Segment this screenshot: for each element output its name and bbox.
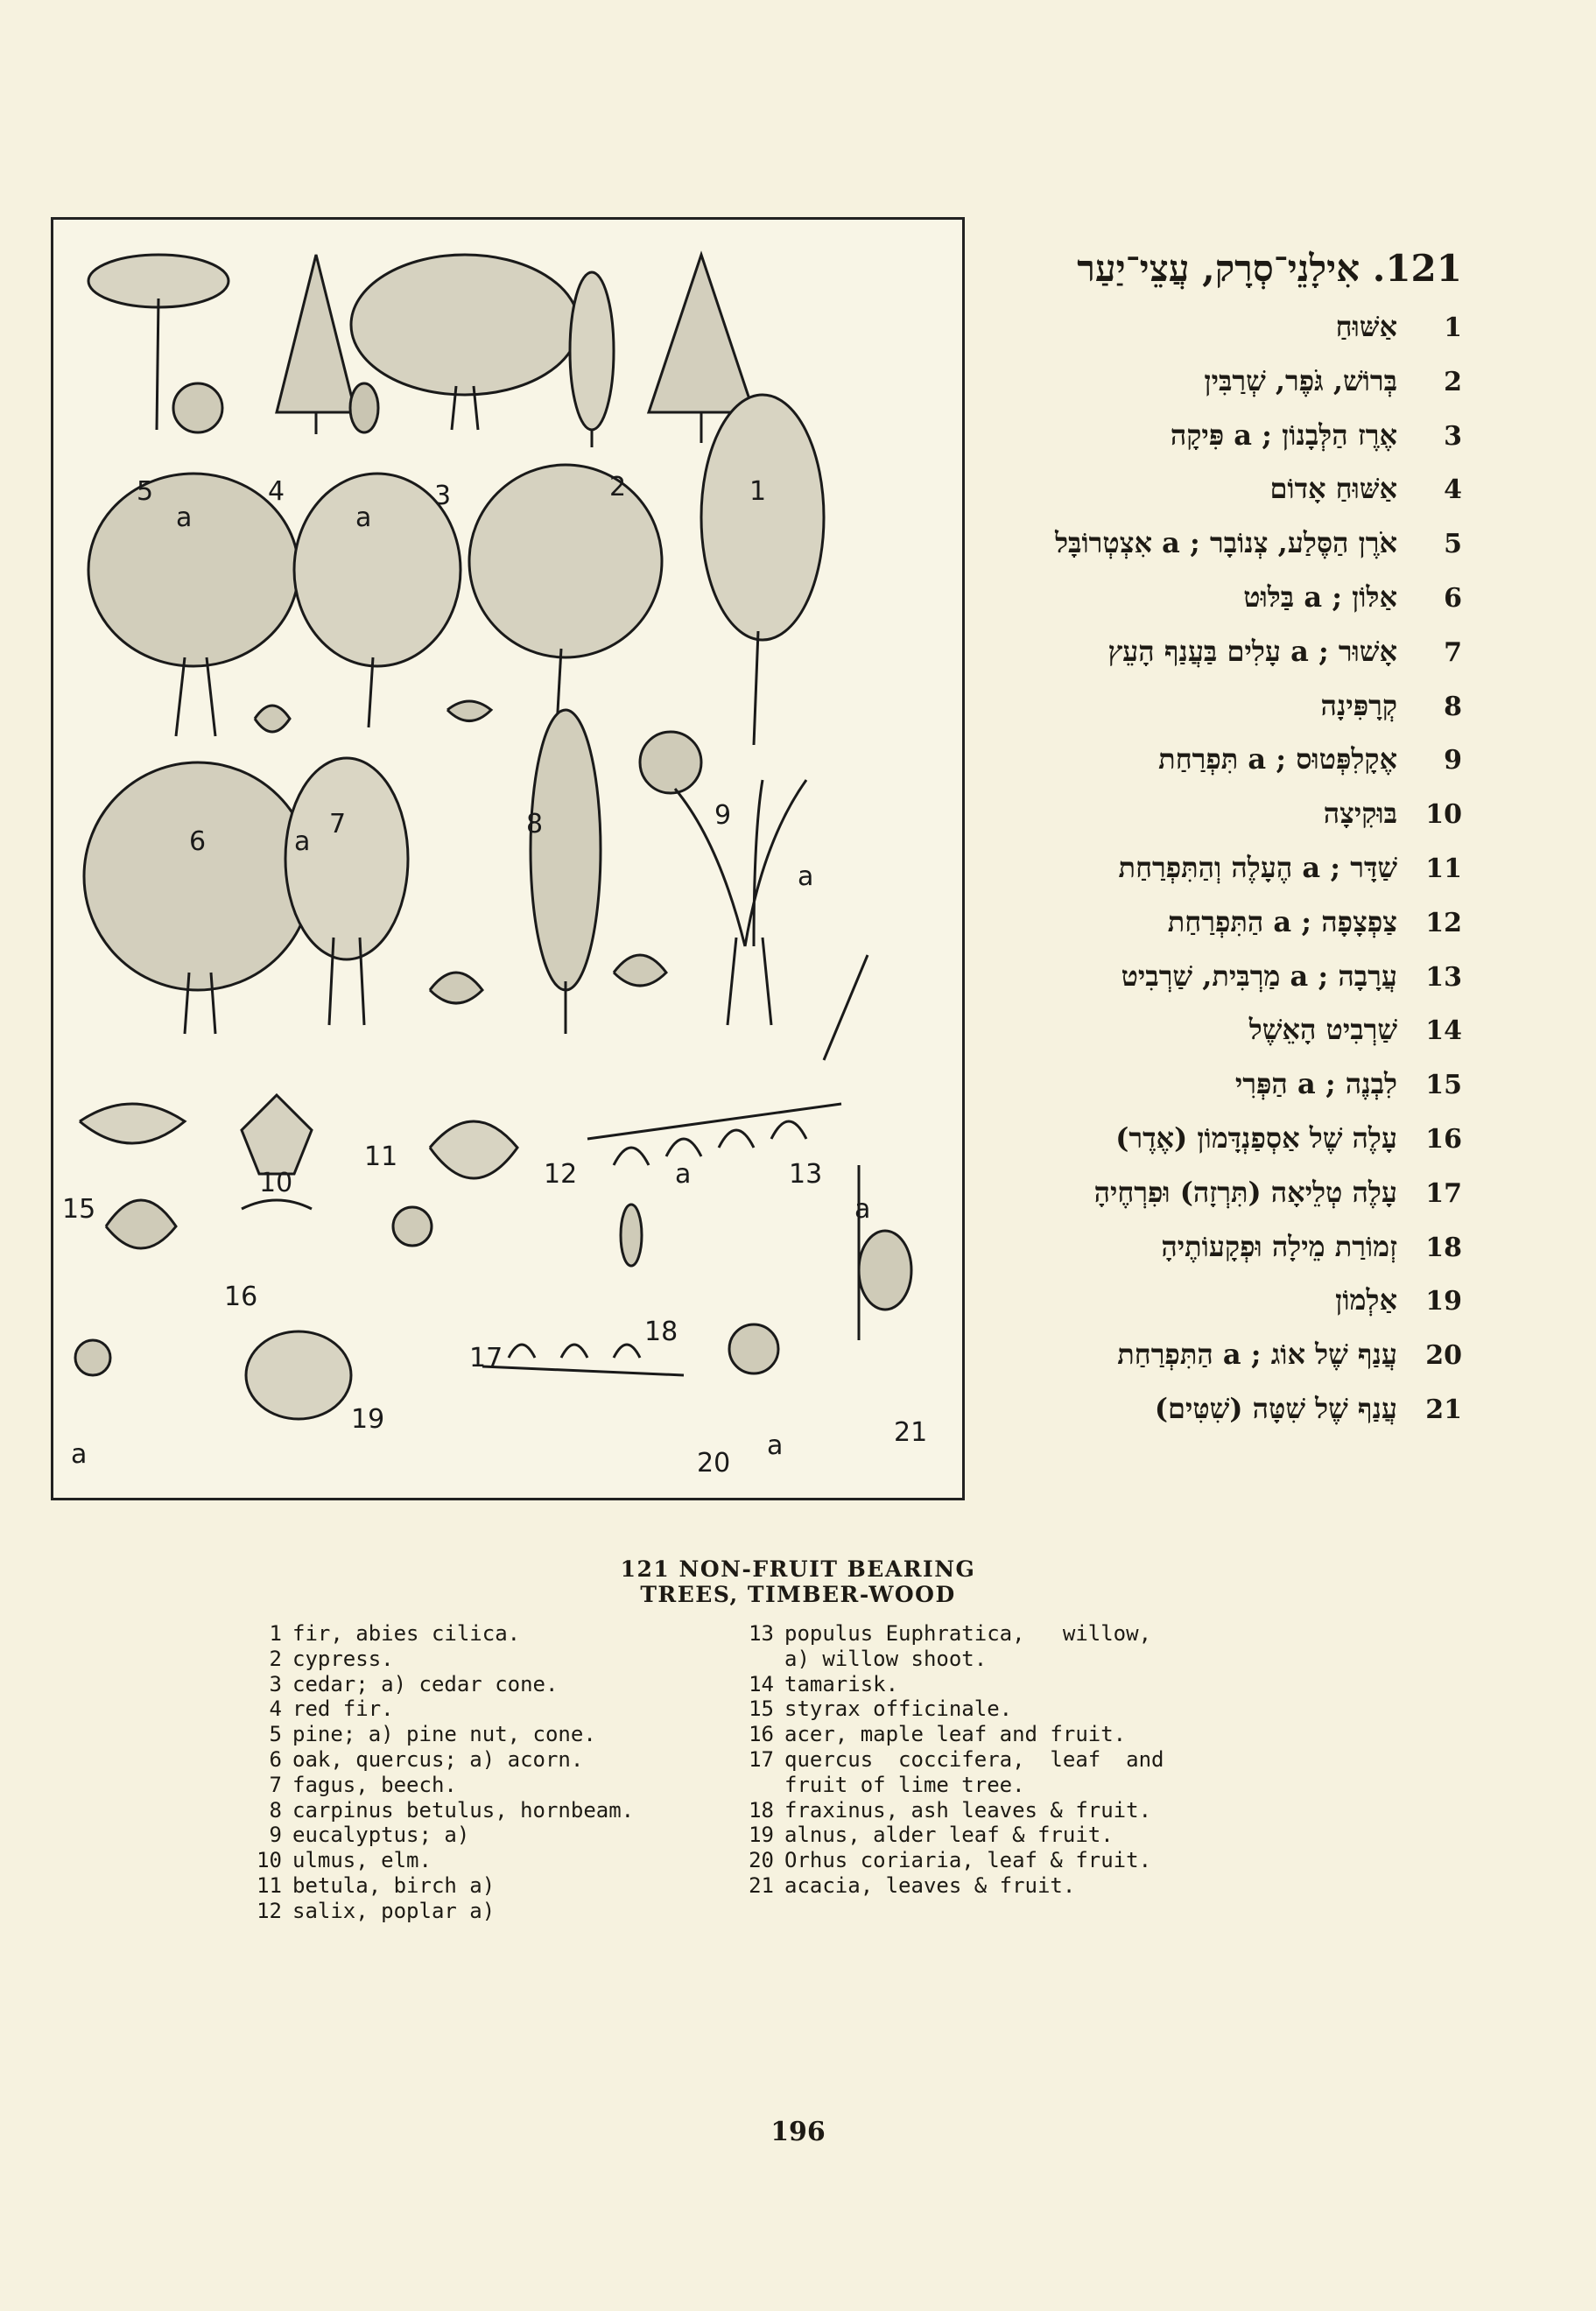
hebrew-item-text: צַפְצָפָה ; a הַתִּפְרַחַת — [1167, 904, 1397, 938]
cedar-illustration — [351, 255, 579, 430]
hebrew-item-list — [972, 310, 1462, 1446]
legend-item-text: betula, birch a) — [292, 1872, 496, 1898]
hebrew-item-text: אֹרֶן הַסֶּלַע, צְנוֹבָר ; a אִצְטְרוֹבָּל — [1055, 526, 1397, 560]
hebrew-list-item — [972, 364, 1462, 418]
plate-label-20a: a — [767, 1430, 784, 1461]
plate-label-8: 8 — [526, 809, 544, 839]
plate-label-9: 9 — [714, 800, 732, 831]
hebrew-item-text: בּוּקִיצָה — [1323, 797, 1397, 831]
hebrew-item-text: אָשׁוּר ; a עָלִים בַּעֲנַף הָעֵץ — [1107, 634, 1397, 668]
hebrew-item-number: 5 — [1444, 529, 1462, 560]
oak-illustration — [88, 474, 299, 736]
legend-item-continuation: a) willow shoot. — [784, 1646, 988, 1671]
legend-item — [245, 1873, 735, 1899]
plate-label-18: 18 — [644, 1317, 678, 1347]
legend-item — [245, 1696, 735, 1722]
legend-item-number: 10 — [257, 1848, 282, 1873]
hebrew-list-item — [972, 905, 1462, 959]
legend-item-number: 20 — [749, 1848, 774, 1873]
hebrew-list-item — [972, 418, 1462, 473]
legend-item-number: 19 — [749, 1823, 774, 1848]
hebrew-item-text: עֲנַף שֶׁל אוֹג ; a הַתִּפְרַחַת — [1117, 1338, 1397, 1372]
eucalyptus-illustration — [640, 395, 824, 793]
hebrew-item-text: בְּרוֹשׁ, גֹּפֶר, שְׁרַבִּין — [1204, 363, 1397, 397]
hebrew-item-text: אֶרֶז הַלְּבָנוֹן ; a פִּיקָה — [1170, 418, 1397, 452]
legend-item — [245, 1747, 735, 1773]
legend-item-number: 1 — [269, 1621, 282, 1646]
willow-illustration — [675, 780, 868, 1060]
hebrew-item-number: 10 — [1425, 799, 1462, 831]
hebrew-list-item — [972, 526, 1462, 580]
hebrew-legend — [972, 247, 1462, 1446]
hebrew-list-item — [972, 742, 1462, 797]
hebrew-list-item — [972, 472, 1462, 526]
plate-label-2: 2 — [609, 472, 627, 502]
plate-label-13a: a — [854, 1194, 871, 1225]
legend-item-number: 13 — [749, 1621, 774, 1646]
plate-label-21: 21 — [894, 1417, 928, 1448]
legend-item — [245, 1672, 735, 1697]
legend-item-text: cedar; a) cedar cone. — [292, 1671, 559, 1696]
legend-item-text: quercus coccifera, leaf and — [784, 1746, 1164, 1772]
legend-item-text: acer, maple leaf and fruit. — [784, 1722, 1127, 1747]
pine-tree-illustration — [88, 255, 229, 432]
legend-item-text: fraxinus, ash leaves & fruit. — [784, 1797, 1152, 1823]
legend-item-number: 14 — [749, 1671, 774, 1696]
plate-label-19: 19 — [351, 1404, 385, 1435]
hebrew-item-text: אַלְמוֹן — [1335, 1283, 1397, 1317]
hebrew-item-text: שַׁדָּר ; a הֶעָלֶה וְהַתִּפְרַחַת — [1118, 850, 1397, 884]
legend-item-number: 3 — [269, 1671, 282, 1696]
legend-item — [245, 1848, 735, 1873]
hebrew-list-item — [972, 1121, 1462, 1176]
hebrew-list-item — [972, 851, 1462, 905]
hebrew-item-number: 14 — [1425, 1015, 1462, 1047]
hebrew-item-number: 7 — [1444, 636, 1462, 668]
hebrew-list-item — [972, 689, 1462, 743]
legend-item-number: 18 — [749, 1797, 774, 1823]
hebrew-list-item — [972, 1176, 1462, 1230]
plate-label-5: 5 — [137, 476, 154, 507]
hebrew-item-text: אַשּׁוּחַ — [1335, 310, 1397, 343]
legend-item — [245, 1647, 735, 1672]
plate-label-15: 15 — [62, 1194, 96, 1225]
hebrew-title: 121. אִילָנֵי־סְרָק, עֲצֵי־יַעַר — [1077, 247, 1462, 290]
legend-item — [245, 1773, 735, 1798]
plate-label-4: 4 — [268, 476, 285, 507]
legend-item — [737, 1798, 1227, 1823]
legend-item — [737, 1722, 1227, 1747]
hebrew-item-number: 13 — [1425, 961, 1462, 993]
hebrew-list-item — [972, 1013, 1462, 1067]
legend-item-text: red fir. — [292, 1696, 394, 1722]
legend-item-text: acacia, leaves & fruit. — [784, 1872, 1076, 1898]
hebrew-item-text: עֲנַף שֶׁל שִׁטָּה (שִׁטִּים) — [1154, 1391, 1397, 1425]
plate-label-10: 10 — [259, 1168, 293, 1198]
legend-item — [245, 1621, 735, 1647]
plate-label-5a: a — [176, 502, 193, 533]
plate-label-13: 13 — [789, 1159, 823, 1190]
tree-illustrations — [53, 220, 962, 1498]
legend-item — [245, 1722, 735, 1747]
legend-item — [737, 1696, 1227, 1722]
legend-item-text: populus Euphratica, willow, — [784, 1621, 1152, 1646]
hebrew-item-text: עָלֶה שֶׁל אַסְפַנְדָּמוֹן (אֶדֶר) — [1115, 1120, 1397, 1155]
hebrew-list-item — [972, 797, 1462, 851]
hebrew-item-number: 9 — [1444, 745, 1462, 776]
hebrew-item-text: זְמוֹרַת מֵילָה וּפְקָעוֹתֶיהָ — [1161, 1229, 1397, 1263]
hebrew-item-text: אַלּוֹן ; a בַּלּוּט — [1243, 580, 1397, 614]
hebrew-item-text: לִבְנֶה ; a הַפְּרִי — [1234, 1067, 1397, 1101]
legend-item-text: alnus, alder leaf & fruit. — [784, 1823, 1114, 1848]
hebrew-list-item — [972, 1392, 1462, 1446]
elm-illustration — [84, 762, 312, 1034]
legend-item — [737, 1823, 1227, 1848]
plate-label-1: 1 — [749, 476, 767, 507]
section-caption — [0, 1556, 1596, 1607]
legend-item-text: styrax officinale. — [784, 1696, 1013, 1722]
hebrew-item-number: 6 — [1444, 582, 1462, 614]
hebrew-list-item — [972, 580, 1462, 635]
hebrew-item-number: 11 — [1425, 853, 1462, 884]
cypress-illustration — [570, 272, 614, 447]
plate-label-16: 16 — [224, 1282, 258, 1312]
legend-item-text: eucalyptus; a) — [292, 1823, 470, 1848]
plate-label-6a: a — [294, 826, 311, 857]
legend-item-number: 12 — [257, 1898, 282, 1923]
legend-item-number: 21 — [749, 1872, 774, 1898]
hebrew-item-number: 18 — [1425, 1232, 1462, 1263]
plate-label-9a: a — [798, 861, 814, 892]
hebrew-item-text: קְרָפִּינָה — [1320, 688, 1397, 722]
hebrew-item-text: עָלֶה טְלֵיאָה (תִּרְזָה) וּפִרְחֶיהָ — [1093, 1175, 1397, 1209]
legend-item-number: 7 — [269, 1772, 282, 1797]
hebrew-item-number: 15 — [1425, 1070, 1462, 1101]
plate-label-3: 3 — [434, 481, 452, 511]
plate-label-20: 20 — [697, 1448, 731, 1479]
hebrew-list-item — [972, 959, 1462, 1014]
legend-item — [245, 1823, 735, 1848]
hebrew-item-number: 12 — [1425, 907, 1462, 938]
legend-item-continuation: fruit of lime tree. — [784, 1772, 1025, 1797]
hebrew-list-item — [972, 635, 1462, 689]
english-legend-left — [245, 1621, 735, 1924]
legend-item-number: 9 — [269, 1823, 282, 1848]
legend-item-text: Orhus coriaria, leaf & fruit. — [784, 1848, 1152, 1873]
legend-item-text: tamarisk. — [784, 1671, 899, 1696]
legend-item-number: 11 — [257, 1872, 282, 1898]
hebrew-item-number: 3 — [1444, 420, 1462, 452]
hornbeam-illustration — [469, 465, 662, 727]
legend-item-text: pine; a) pine nut, cone. — [292, 1722, 596, 1747]
english-legend-right — [737, 1621, 1227, 1899]
hebrew-list-item — [972, 1283, 1462, 1338]
page-number: 196 — [770, 2117, 826, 2147]
legend-item-number: 2 — [269, 1646, 282, 1671]
hebrew-list-item — [972, 310, 1462, 364]
hebrew-item-number: 19 — [1425, 1286, 1462, 1317]
legend-item — [737, 1848, 1227, 1873]
legend-item — [737, 1672, 1227, 1697]
hebrew-list-item — [972, 1338, 1462, 1392]
hebrew-item-text: שַׁרְבִיט הָאֵשֶׁל — [1248, 1013, 1397, 1047]
hebrew-item-text: עֲרָבָה ; a מַרְבִּית, שַׁרְבִיט — [1121, 959, 1397, 993]
plate-label-11: 11 — [364, 1141, 398, 1172]
hebrew-item-number: 4 — [1444, 474, 1462, 506]
hebrew-item-text: אֶקָלִפְּטוּס ; a תִּפְרַחַת — [1158, 742, 1397, 776]
hebrew-item-number: 1 — [1444, 313, 1462, 343]
hebrew-list-item — [972, 1230, 1462, 1284]
tamarisk-illustration — [75, 1104, 185, 1375]
plate-label-7: 7 — [329, 809, 347, 839]
legend-item-text: ulmus, elm. — [292, 1848, 432, 1873]
legend-item — [737, 1747, 1227, 1773]
legend-item-text: salix, poplar a) — [292, 1898, 496, 1923]
beech-illustration — [294, 474, 491, 727]
hebrew-item-number: 21 — [1425, 1394, 1462, 1425]
legend-item-text: fagus, beech. — [292, 1772, 457, 1797]
lime-leaf-illustration — [393, 1121, 517, 1246]
hebrew-item-number: 20 — [1425, 1340, 1462, 1372]
legend-item-number: 6 — [269, 1746, 282, 1772]
plate-label-17: 17 — [469, 1343, 503, 1373]
legend-item-number: 8 — [269, 1797, 282, 1823]
legend-item — [245, 1798, 735, 1823]
hebrew-item-number: 8 — [1444, 691, 1462, 722]
legend-item — [737, 1873, 1227, 1899]
hebrew-item-number: 16 — [1425, 1123, 1462, 1155]
legend-item-text: carpinus betulus, hornbeam. — [292, 1797, 635, 1823]
legend-item-text: cypress. — [292, 1646, 394, 1671]
plate-label-6: 6 — [189, 826, 207, 857]
hebrew-list-item — [972, 1067, 1462, 1121]
hebrew-item-text: אַשּׁוּחַ אָדוֹם — [1269, 472, 1397, 506]
legend-item-number: 4 — [269, 1696, 282, 1722]
legend-item-number: 16 — [749, 1722, 774, 1747]
tree-illustration-plate — [51, 217, 965, 1500]
orhus-leaf-illustration — [482, 1324, 778, 1375]
legend-item-number: 17 — [749, 1746, 774, 1772]
acacia-branch-illustration — [859, 1165, 911, 1340]
plate-label-4a: a — [355, 502, 372, 533]
legend-item — [737, 1621, 1227, 1647]
legend-item-number: 15 — [749, 1696, 774, 1722]
plate-label-12: 12 — [544, 1159, 578, 1190]
legend-item — [245, 1899, 735, 1924]
plate-label-12a: a — [675, 1159, 692, 1190]
hebrew-item-number: 2 — [1444, 366, 1462, 397]
caption-line-1: 121 NON-FRUIT BEARING — [620, 1556, 976, 1582]
alder-leaf-illustration — [246, 1331, 351, 1419]
legend-item-number: 5 — [269, 1722, 282, 1747]
legend-item-text: fir, abies cilica. — [292, 1621, 521, 1646]
hebrew-item-number: 17 — [1425, 1177, 1462, 1209]
legend-item-text: oak, quercus; a) acorn. — [292, 1746, 584, 1772]
caption-line-2: TREES, TIMBER-WOOD — [640, 1582, 956, 1607]
plate-label-15a: a — [71, 1439, 88, 1470]
birch-illustration — [285, 758, 482, 1025]
